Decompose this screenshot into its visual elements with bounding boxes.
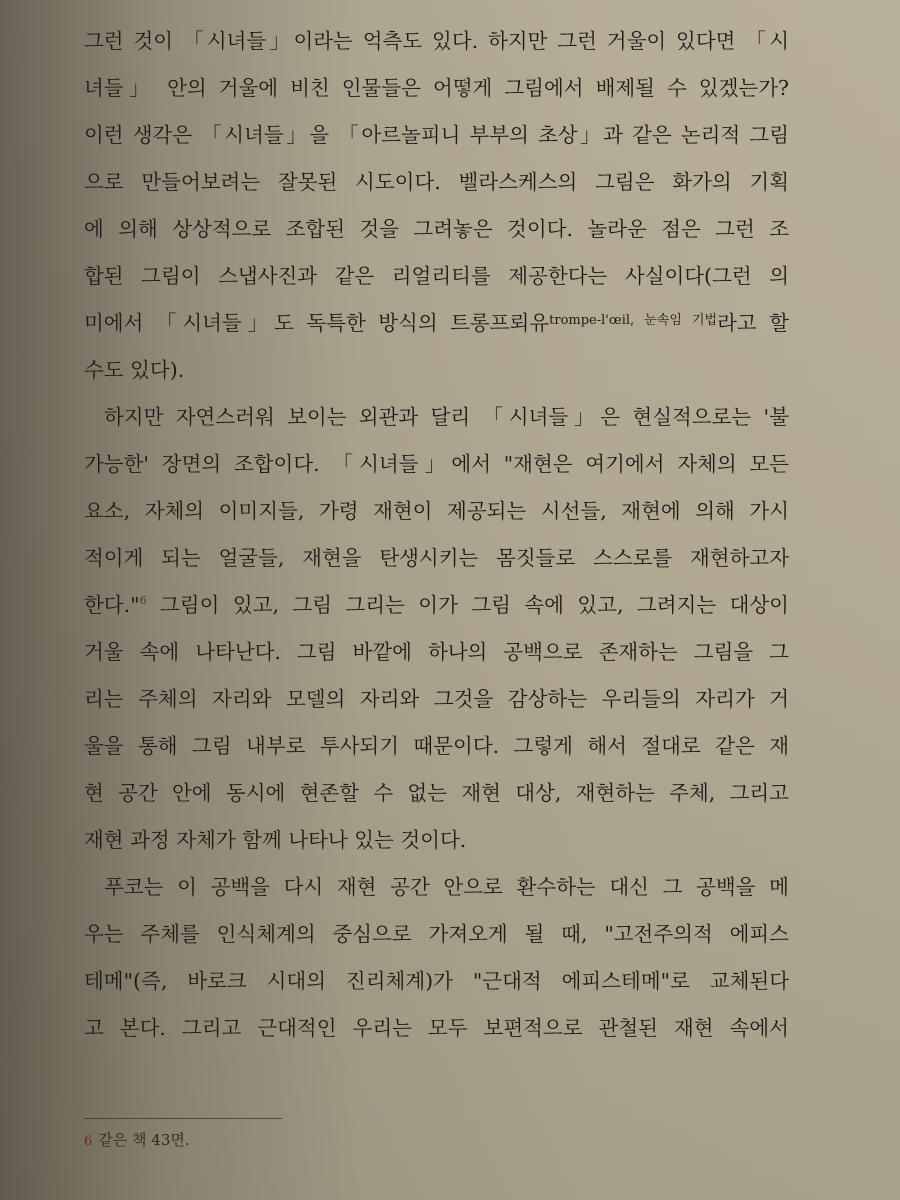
text-line: 녀들」 안의 거울에 비친 인물들은 어떻게 그림에서 배제될 수 있겠는가?: [84, 76, 789, 100]
text-line: 현 공간 안에 동시에 현존할 수 없는 재현 대상, 재현하는 주체, 그리고: [84, 781, 789, 805]
footnote-text: 같은 책 43면.: [98, 1131, 190, 1149]
text-line: 에 의해 상상적으로 조합된 것을 그려놓은 것이다. 놀라운 점은 그런 조: [84, 217, 789, 241]
text-line: 합된 그림이 스냅사진과 같은 리얼리티를 제공한다는 사실이다(그런 의: [84, 264, 789, 288]
text-line: 우는 주체를 인식체계의 중심으로 가져오게 될 때, "고전주의적 에피스: [84, 922, 789, 946]
text-line: 테메"(즉, 바로크 시대의 진리체계)가 "근대적 에피스테메"로 교체된다: [84, 969, 789, 993]
text-line: 고 본다. 그리고 근대적인 우리는 모두 보편적으로 관철된 재현 속에서: [84, 1016, 789, 1040]
footnote-divider: [84, 1118, 282, 1119]
text-line: [84, 300, 789, 347]
text-line: 그런 것이 「시녀들」이라는 억측도 있다. 하지만 그런 거울이 있다면 「시: [84, 29, 789, 53]
paragraph-first-line: 푸코는 이 공백을 다시 재현 공간 안으로 환수하는 대신 그 공백을 메: [104, 875, 789, 899]
footnote-number: 6: [84, 1134, 93, 1149]
text-segment: 라고 할: [717, 311, 789, 335]
text-line: 요소, 자체의 이미지들, 가령 재현이 제공되는 시선들, 재현에 의해 가시: [84, 499, 789, 523]
text-line: 울을 통해 그림 내부로 투사되기 때문이다. 그렇게 해서 절대로 같은 재: [84, 734, 789, 758]
footnote-reference[interactable]: 6: [139, 594, 147, 608]
trompe-loeil-gloss: trompe-l'œil, 눈속임 기법: [549, 313, 718, 328]
text-segment: 그림이 있고, 그림 그리는 이가 그림 속에 있고, 그려지는 대상이: [146, 593, 789, 617]
text-line: 가능한' 장면의 조합이다. 「시녀들」에서 "재현은 여기에서 자체의 모든: [84, 452, 789, 476]
text-line: 이런 생각은 「시녀들」을 「아르놀피니 부부의 초상」과 같은 논리적 그림: [84, 123, 789, 147]
text-line: [84, 582, 789, 629]
text-line: 수도 있다).: [84, 358, 185, 382]
footnote: [84, 1126, 190, 1154]
text-line: 적이게 되는 얼굴들, 재현을 탄생시키는 몸짓들로 스스로를 재현하고자: [84, 546, 789, 570]
paragraph-first-line: 하지만 자연스러워 보이는 외관과 달리 「시녀들」은 현실적으로는 '불: [104, 405, 789, 429]
text-line: 으로 만들어보려는 잘못된 시도이다. 벨라스케스의 그림은 화가의 기획: [84, 170, 789, 194]
text-segment: 한다.": [84, 593, 140, 617]
body-text: [84, 18, 789, 1052]
text-line: 거울 속에 나타난다. 그림 바깥에 하나의 공백으로 존재하는 그림을 그: [84, 640, 789, 664]
text-line: 재현 과정 자체가 함께 나타나 있는 것이다.: [84, 828, 467, 852]
text-segment: 미에서 「시녀들」도 독특한 방식의 트롱프뢰유: [84, 311, 550, 335]
text-line: 리는 주체의 자리와 모델의 자리와 그것을 감상하는 우리들의 자리가 거: [84, 687, 789, 711]
